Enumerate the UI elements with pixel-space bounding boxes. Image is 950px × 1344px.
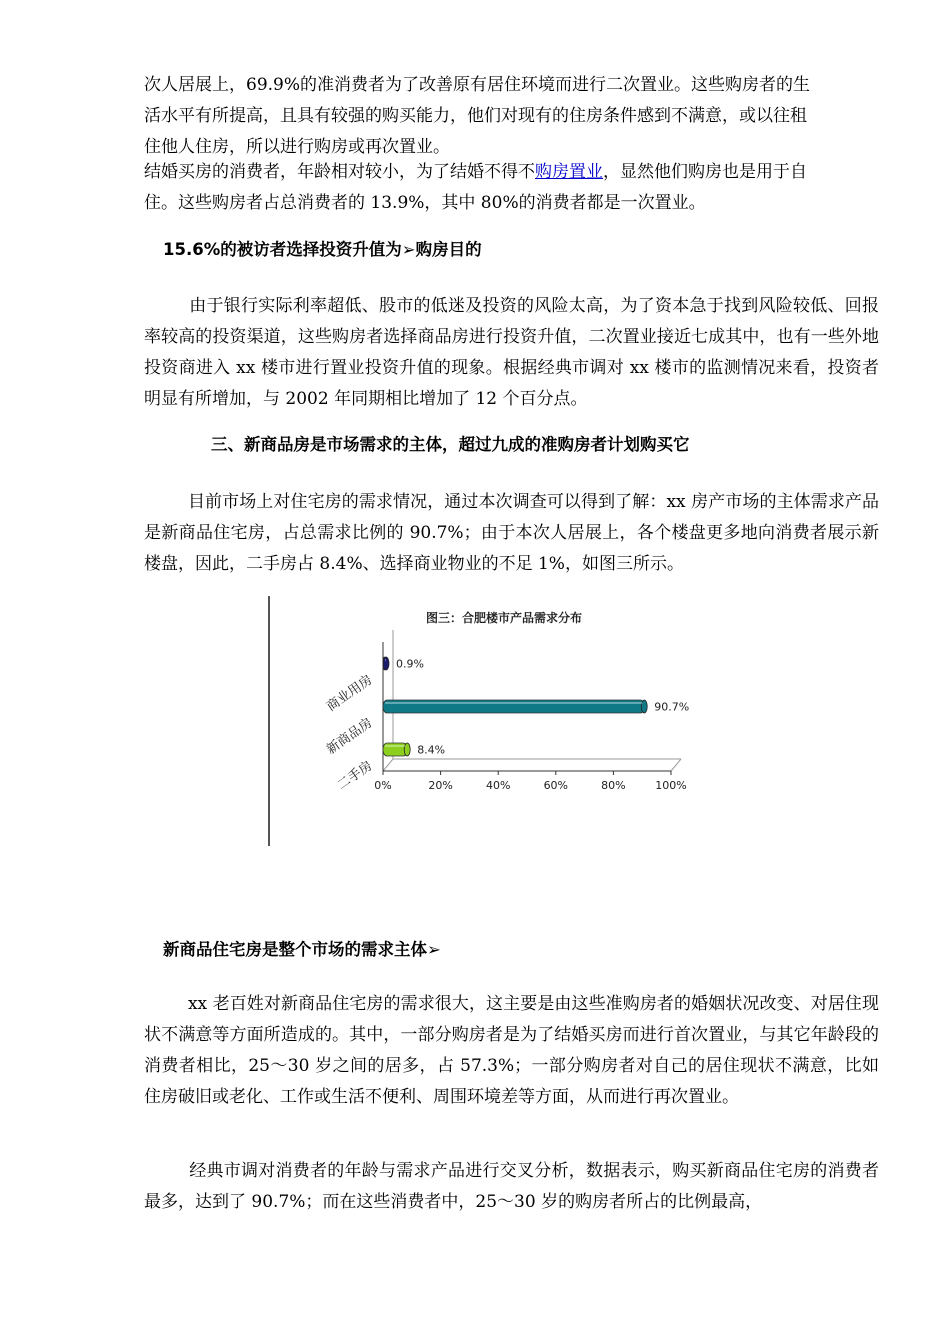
heading-new-housing-demand: 新商品住宅房是整个市场的需求主体➢ (163, 940, 441, 959)
chart-svg (268, 596, 718, 846)
paragraph-line: 住他人住房，所以进行购房或再次置业。 (144, 137, 450, 157)
chart-bar-cap (641, 700, 647, 713)
chart-value-label: 8.4% (417, 743, 446, 757)
chart-bar (383, 743, 410, 756)
chart-title: 图三：合肥楼市产品需求分布 (425, 611, 583, 625)
chart-x-tick-label: 100% (655, 779, 687, 792)
paragraph-citizen-demand: xx 老百姓对新商品住宅房的需求很大，这主要是由这些准购房者的婚姻状况改变、对居住现状不满意等方面所造成的。其中，一部分购房者是为了结婚买房而进行首次置业，与其它年龄段的消费者相比，25～30 岁之间的居多，占 57.3%；一部分购房者对自己的居住现状不满意，比如住房破旧或老化、工作或生活不便利、周围环境差等方面，从而进行再次置业。 (144, 994, 880, 1107)
chart-back-wall (393, 630, 681, 759)
paragraph-market-demand: 目前市场上对住宅房的需求情况，通过本次调查可以得到了解：xx 房产市场的主体需求产品是新商品住宅房，占总需求比例的 90.7%；由于本次人居展上，各个楼盘更多地向消费者展示新楼盘，因此，二手房占 8.4%、选择商业物业的不足 1%，如图三所示。 (144, 492, 880, 574)
chart-tick-labels (374, 771, 686, 792)
chart-bar-body (383, 743, 407, 756)
chart-category-label: 二手房 (334, 758, 376, 794)
chart-x-tick-label: 40% (485, 779, 511, 792)
heading-investment-purpose: 15.6%的被访者选择投资升值为➢购房目的 (163, 240, 482, 259)
chart-bar-body (383, 700, 644, 713)
chart-x-tick-label: 80% (601, 779, 626, 792)
paragraph-text: 结婚买房的消费者，年龄相对较小，为了结婚不得不 (144, 162, 535, 182)
link-purchase-property[interactable]: 购房置业 (535, 162, 603, 182)
chart-bar-cap (404, 743, 410, 756)
chart-category-label: 商业用房 (324, 672, 376, 715)
heading-section-three: 三、新商品房是市场需求的主体，超过九成的准购房者计划购买它 (211, 435, 690, 454)
chart-x-tick-label: 20% (428, 779, 453, 792)
chart-bar-highlight (385, 659, 386, 661)
paragraph-line: 住。这些购房者占总消费者的 13.9%，其中 80%的消费者都是一次置业。 (144, 193, 706, 213)
chart-value-label: 0.9% (396, 657, 424, 671)
chart-bar-highlight (385, 702, 642, 704)
chart-bar (383, 700, 647, 713)
paragraph-marriage-buyers (144, 157, 879, 219)
paragraph-text: ，显然他们购房也是用于自 (603, 162, 807, 182)
paragraph-improve-living (144, 70, 879, 163)
chart-bar-cap (383, 657, 389, 670)
paragraph-line: 次人居展上，69.9%的准消费者为了改善原有居住环境而进行二次置业。这些购房者的生 (144, 75, 811, 95)
paragraph-line: 活水平有所提高，且具有较强的购买能力，他们对现有的住房条件感到不满意，或以往租 (144, 106, 807, 126)
chart-bar-highlight (385, 745, 405, 747)
chart-bar (383, 657, 389, 670)
chart-category-label: 新商品房 (324, 715, 376, 758)
demand-chart (268, 596, 718, 846)
paragraph-cross-analysis: 经典市调对消费者的年龄与需求产品进行交叉分析，数据表示，购买新商品住宅房的消费者最多，达到了 90.7%；而在这些消费者中，25～30 岁的购房者所占的比例最高， (144, 1161, 879, 1212)
chart-bars (383, 657, 647, 756)
paragraph-investment: 由于银行实际利率超低、股市的低迷及投资的风险太高，为了资本急于找到风险较低、回报率较高的投资渠道，这些购房者选择商品房进行投资升值，二次置业接近七成其中，也有一些外地投资商进入 xx 楼市进行置业投资升值的现象。根据经典市调对 xx 楼市的监测情况来看，投资者明显有所增加，与 2002 年同期相比增加了 12 个百分点。 (144, 296, 879, 409)
chart-category-labels (324, 672, 376, 793)
chart-x-tick-label: 60% (543, 779, 569, 792)
chart-floor-edges (383, 759, 681, 771)
chart-x-tick-label: 0% (374, 779, 392, 792)
chart-left-border (268, 596, 270, 846)
chart-value-label: 90.7% (654, 700, 690, 714)
